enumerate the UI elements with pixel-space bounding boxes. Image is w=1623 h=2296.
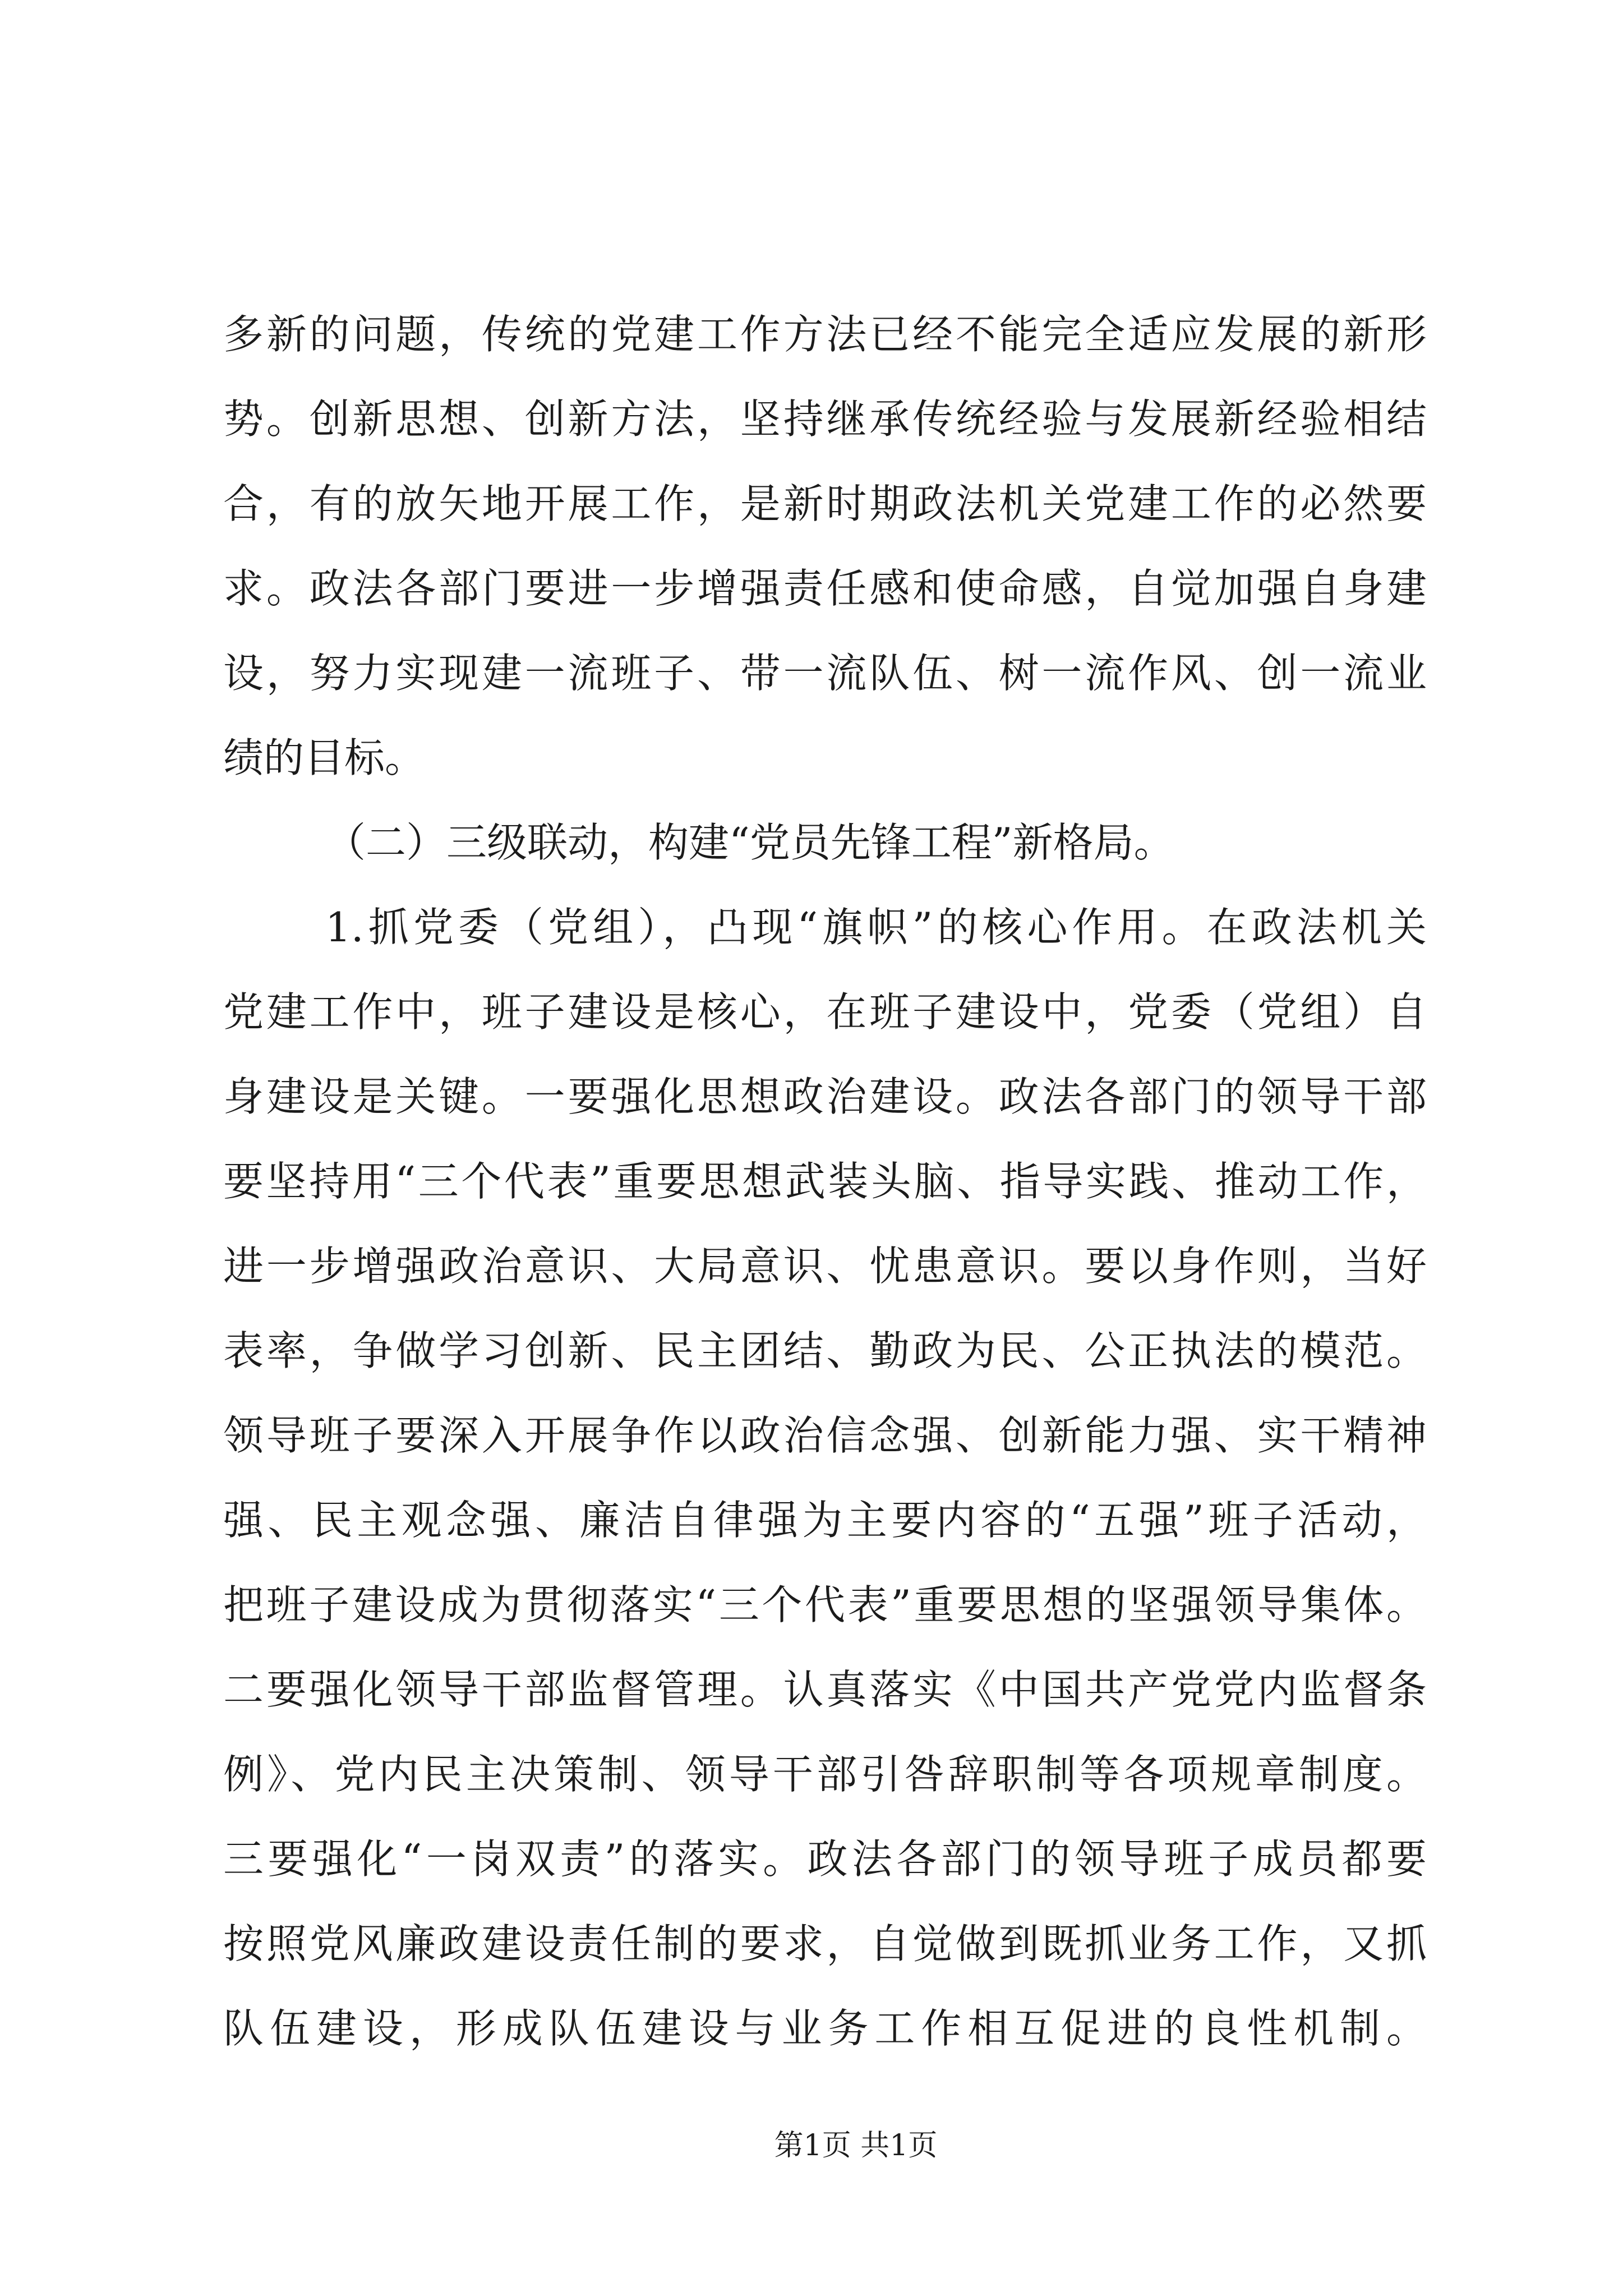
text-line: 求。政法各部门要进一步增强责任感和使命感，自觉加强自身建 (223, 565, 1427, 612)
text-line: 绩的目标。 (223, 734, 426, 781)
text-line: 1.抓党委（党组），凸现“旗帜”的核心作用。在政法机关 (325, 904, 1427, 951)
page-number-footer: 第1页 共1页 (774, 2129, 938, 2162)
text-line: 设，努力实现建一流班子、带一流队伍、树一流作风、创一流业 (223, 650, 1427, 697)
text-line: 合，有的放矢地开展工作，是新时期政法机关党建工作的必然要 (223, 480, 1427, 527)
text-line: 势。创新思想、创新方法，坚持继承传统经验与发展新经验相结 (223, 395, 1427, 443)
body-text (223, 292, 1427, 2071)
text-line: 表率，争做学习创新、民主团结、勤政为民、公正执法的模范。 (223, 1327, 1427, 1374)
text-line: 例》、党内民主决策制、领导干部引咎辞职制等各项规章制度。 (223, 1751, 1427, 1798)
text-line: 党建工作中，班子建设是核心，在班子建设中，党委（党组）自 (223, 988, 1427, 1036)
section-heading: （二）三级联动，构建“党员先锋工程”新格局。 (325, 819, 1174, 866)
text-line: 身建设是关键。一要强化思想政治建设。政法各部门的领导干部 (223, 1073, 1427, 1120)
text-line: 要坚持用“三个代表”重要思想武装头脑、指导实践、推动工作， (223, 1158, 1427, 1205)
text-line: 队伍建设，形成队伍建设与业务工作相互促进的良性机制。 (223, 2005, 1427, 2052)
text-line: 多新的问题，传统的党建工作方法已经不能完全适应发展的新形 (223, 311, 1427, 358)
text-line: 二要强化领导干部监督管理。认真落实《中国共产党党内监督条 (223, 1666, 1427, 1713)
text-line: 三要强化“一岗双责”的落实。政法各部门的领导班子成员都要 (223, 1835, 1427, 1883)
text-line: 进一步增强政治意识、大局意识、忧患意识。要以身作则，当好 (223, 1243, 1427, 1290)
text-line: 按照党风廉政建设责任制的要求，自觉做到既抓业务工作，又抓 (223, 1920, 1427, 1967)
text-line: 把班子建设成为贯彻落实“三个代表”重要思想的坚强领导集体。 (223, 1581, 1427, 1628)
text-line: 领导班子要深入开展争作以政治信念强、创新能力强、实干精神 (223, 1412, 1427, 1459)
text-line: 强、民主观念强、廉洁自律强为主要内容的“五强”班子活动， (223, 1497, 1427, 1544)
